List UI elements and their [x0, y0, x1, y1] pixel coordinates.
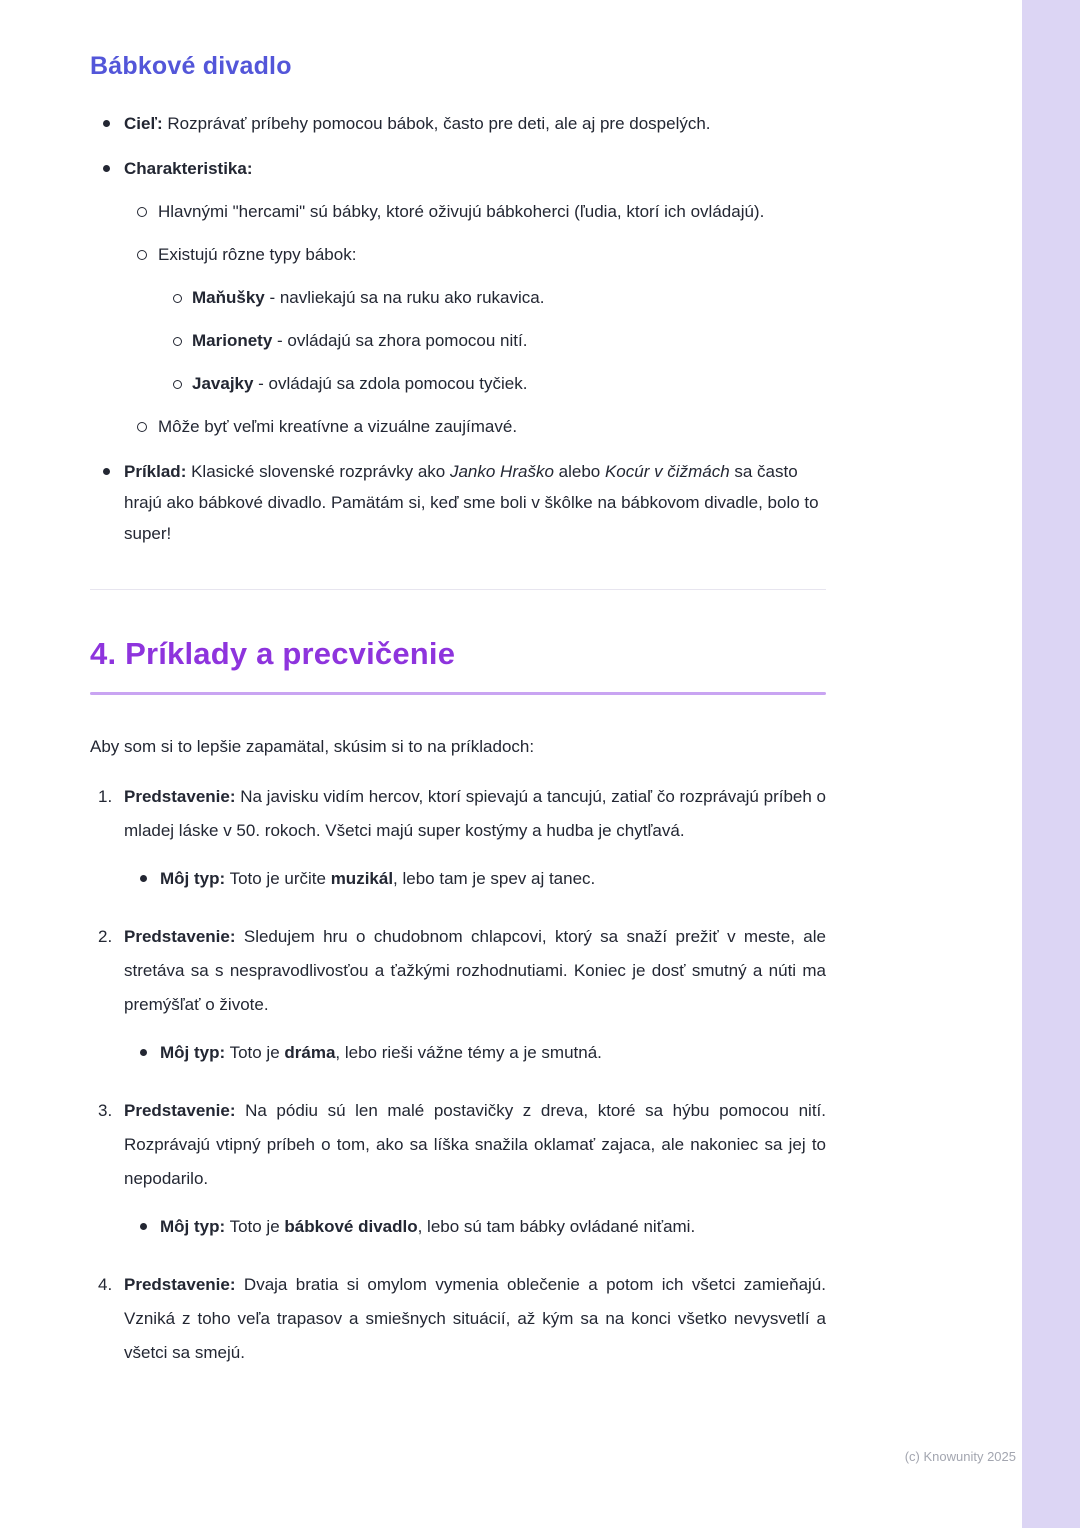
list-item-text [158, 411, 826, 442]
sub-list-item [124, 1210, 826, 1244]
list-item [158, 325, 826, 356]
bold-text: Predstavenie: [124, 787, 236, 806]
sub-list-item [124, 1036, 826, 1070]
bold-text: Predstavenie: [124, 1275, 236, 1294]
list-item [90, 153, 826, 442]
right-stripe-decoration [1022, 0, 1080, 1528]
list-item [158, 282, 826, 313]
bold-text: Môj typ: [160, 1043, 226, 1062]
text-run: Môže byť veľmi kreatívne a vizuálne zaujímavé. [158, 417, 518, 436]
text-run: - ovládajú sa zhora pomocou nití. [272, 331, 528, 350]
list-item-text [192, 282, 826, 313]
list-item-text [158, 196, 826, 227]
text-run: alebo [553, 462, 605, 481]
list-item-text [124, 456, 826, 549]
list-item-text [124, 108, 826, 139]
copyright-watermark: (c) Knowunity 2025 [904, 1449, 1016, 1464]
text-run: Toto je určite [225, 869, 331, 888]
list-item-text [124, 920, 826, 1022]
bold-text: Príklad: [124, 462, 187, 481]
list-item-text [158, 239, 826, 270]
list-item-text [124, 1268, 826, 1370]
text-run: , lebo sú tam bábky ovládané niťami. [417, 1217, 696, 1236]
bold-text: Cieľ: [124, 114, 163, 133]
numbered-list-item [90, 1268, 826, 1370]
text-run: - navliekajú sa na ruku ako rukavica. [264, 288, 545, 307]
numbered-list-item [90, 920, 826, 1070]
list-item [90, 456, 826, 549]
text-run: , lebo tam je spev aj tanec. [393, 869, 596, 888]
bullet-list-level-3 [158, 282, 826, 399]
bold-text: Predstavenie: [124, 927, 236, 946]
bold-text: bábkové divadlo [284, 1217, 418, 1236]
list-item-text [124, 153, 826, 184]
sub-list-item [124, 862, 826, 896]
bullet-list-level-2 [124, 196, 826, 442]
sub-bullet-list [124, 1036, 826, 1070]
text-run: Toto je [225, 1217, 285, 1236]
document-page [90, 52, 826, 1394]
text-run: Sledujem hru o chudobnom chlapcovi, ktorý sa snaží prežiť v meste, ale stretáva sa s nespravodlivosťou a ťažkými rozhodnutiami. Koniec je dosť smutný a núti ma premýšľať o živote. [124, 927, 826, 1014]
list-item-text [192, 368, 826, 399]
list-item-text [124, 1094, 826, 1196]
item-number: 4. [98, 1275, 113, 1294]
priklady-numbered-list [90, 780, 826, 1370]
text-run: Toto je [225, 1043, 285, 1062]
item-number: 2. [98, 927, 113, 946]
text-run: Na javisku vidím hercov, ktorí spievajú a tancujú, zatiaľ čo rozprávajú príbeh o mladej láske v 50. rokoch. Všetci majú super kostýmy a hudba je chytľavá. [124, 787, 826, 840]
text-run: - ovládajú sa zdola pomocou tyčiek. [253, 374, 528, 393]
item-number: 3. [98, 1101, 113, 1120]
list-item-text [124, 780, 826, 848]
italic-text: Janko Hraško [449, 462, 554, 481]
text-run: Hlavnými "hercami" sú bábky, ktoré oživujú bábkoherci (ľudia, ktorí ich ovládajú). [158, 202, 765, 221]
text-run: Na pódiu sú len malé postavičky z dreva, ktoré sa hýbu pomocou nití. Rozprávajú vtipný príbeh o tom, ako sa líška snažila oklamať zajaca, ale nakoniec sa jej to nepodarilo. [124, 1101, 826, 1188]
numbered-list-item [90, 1094, 826, 1244]
sub-bullet-list [124, 1210, 826, 1244]
sub-bullet-list [124, 862, 826, 896]
section-heading-babkove-divadlo: Bábkové divadlo [90, 52, 292, 80]
numbered-list-item [90, 780, 826, 896]
list-item-text [192, 325, 826, 356]
intro-paragraph: Aby som si to lepšie zapamätal, skúsim si to na príkladoch: [90, 737, 535, 756]
heading-underline [90, 692, 826, 695]
text-run: Dvaja bratia si omylom vymenia oblečenie a potom ich všetci zamieňajú. Vzniká z toho veľa trapasov a smiešnych situácií, až kým sa na konci všetko nevysvetlí a všetci sa smejú. [124, 1275, 826, 1362]
bold-text: Marionety [192, 331, 273, 350]
list-item [124, 411, 826, 442]
list-item [124, 196, 826, 227]
bold-text: muzikál [330, 869, 394, 888]
italic-text: Kocúr v čižmách [604, 462, 730, 481]
babkove-bullet-list-container [90, 108, 826, 549]
list-item [90, 108, 826, 139]
section-divider [90, 589, 826, 590]
bold-text: Môj typ: [160, 1217, 226, 1236]
bold-text: Predstavenie: [124, 1101, 236, 1120]
text-run: sa často hrajú ako bábkové divadlo. Pamätám si, keď sme boli v škôlke na bábkovom divadle, bolo to super! [124, 462, 819, 543]
text-run: Klasické slovenské rozprávky ako [186, 462, 450, 481]
text-run: Existujú rôzne typy bábok: [158, 245, 357, 264]
item-number: 1. [98, 787, 113, 806]
bullet-list-level-1 [90, 108, 826, 549]
bold-text: Môj typ: [160, 869, 226, 888]
bold-text: Charakteristika: [124, 159, 253, 178]
list-item [158, 368, 826, 399]
bold-text: Javajky [192, 374, 254, 393]
bold-text: dráma [284, 1043, 336, 1062]
section-heading-priklady: 4. Príklady a precvičenie [90, 636, 456, 671]
text-run: , lebo rieši vážne témy a je smutná. [335, 1043, 602, 1062]
list-item [124, 239, 826, 399]
bold-text: Maňušky [192, 288, 265, 307]
text-run: Rozprávať príbehy pomocou bábok, často pre deti, ale aj pre dospelých. [162, 114, 711, 133]
